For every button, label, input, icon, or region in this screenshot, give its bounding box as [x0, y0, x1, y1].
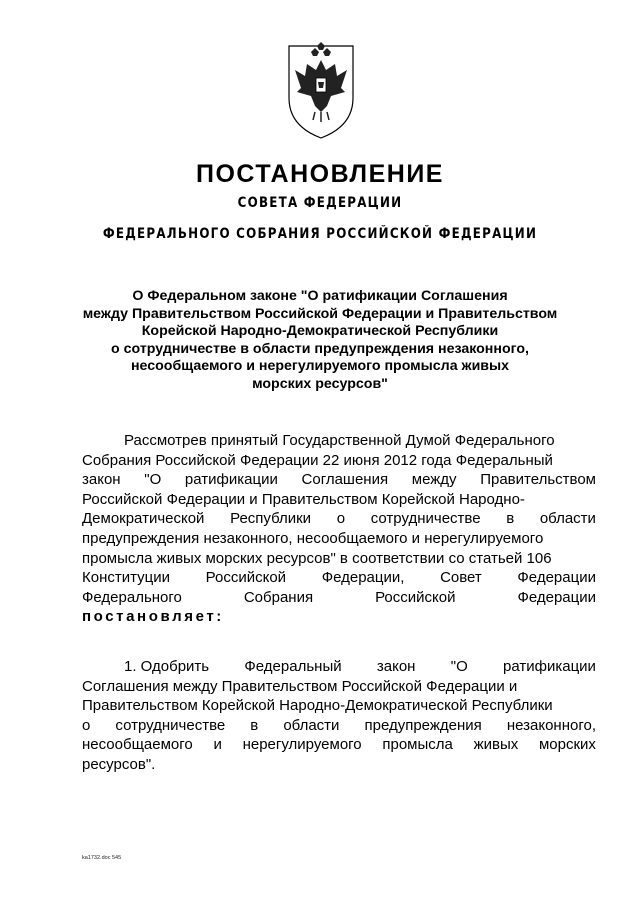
- text-word: предупреждения: [364, 716, 482, 734]
- text-word: Правительством Корейской Народно-Демократической Республики: [82, 697, 553, 715]
- document-type-title: ПОСТАНОВЛЕНИЕ: [196, 160, 444, 188]
- footer-file-code: ka1732.doc 545: [82, 855, 122, 861]
- text-word: Федерального: [82, 588, 182, 606]
- subject-line: несообщаемого и нерегулируемого промысла живых: [130, 358, 510, 374]
- text-line: [82, 451, 596, 471]
- text-word: области: [283, 716, 340, 734]
- text-word: в: [506, 510, 515, 528]
- text-word: Российской: [375, 588, 456, 606]
- text-line: [82, 696, 596, 716]
- text-word: Рассмотрев принятый Государственной Думой Федерального: [124, 432, 555, 449]
- text-word: Правительством: [480, 471, 596, 489]
- text-line: [82, 509, 596, 529]
- text-word: Собрания Российской Федерации 22 июня 2012 года Федеральный: [82, 451, 553, 469]
- text-word: "О: [144, 471, 162, 489]
- text-word: Совет: [440, 569, 482, 587]
- text-word: закон: [82, 471, 121, 489]
- subject-line: между Правительством Российской Федерации и Правительством: [82, 305, 558, 322]
- text-word: Российской: [205, 569, 287, 587]
- issuer-line-2: ФЕДЕРАЛЬНОГО СОБРАНИЯ РОССИЙСКОЙ ФЕДЕРАЦИИ: [102, 226, 538, 242]
- text-word: ратификации: [184, 471, 278, 489]
- subject-line: морских ресурсов": [252, 375, 388, 392]
- text-word: 1. Одобрить: [124, 658, 210, 675]
- text-word: сотрудничестве: [115, 716, 226, 734]
- text-word: Российской Федерации и Правительством Корейской Народно-: [82, 490, 525, 508]
- text-word: области: [539, 510, 596, 528]
- subject-line: О Федеральном законе "О ратификации Соглашения: [132, 288, 508, 304]
- text-word: нерегулируемого: [242, 736, 362, 754]
- text-word: о: [82, 716, 91, 734]
- text-word: в: [250, 716, 259, 734]
- text-line: [82, 677, 596, 697]
- text-line: [82, 657, 596, 677]
- item-1-paragraph: [82, 657, 596, 775]
- text-word: ратификации: [503, 658, 596, 675]
- text-word: о: [336, 510, 346, 528]
- text-word: Соглашения между Правительством Российской Федерации и: [82, 677, 518, 695]
- text-word: промысла: [382, 736, 453, 754]
- text-word: и: [213, 736, 222, 754]
- coat-of-arms-emblem: [285, 40, 357, 140]
- text-line: [82, 735, 596, 755]
- text-word: Федерации,: [321, 569, 405, 587]
- text-line: [82, 431, 596, 451]
- text-word: Соглашения: [301, 471, 389, 489]
- text-word: Федерации: [517, 588, 596, 606]
- text-word: сотрудничестве: [370, 510, 481, 528]
- text-word: Федеральный: [244, 658, 342, 675]
- preamble-paragraph: [82, 431, 596, 627]
- text-line: [82, 529, 596, 549]
- text-word: Республики: [230, 510, 312, 528]
- decision-word: постановляет:: [82, 608, 224, 626]
- text-line: [82, 588, 596, 608]
- text-line: [82, 716, 596, 736]
- text-word: закон: [376, 658, 416, 675]
- text-word: несообщаемого: [82, 736, 193, 754]
- text-line: [82, 607, 596, 627]
- text-word: незаконного,: [506, 716, 596, 734]
- text-word: предупреждения незаконного, несообщаемого и нерегулируемого: [82, 529, 544, 547]
- subject-line: о сотрудничестве в области предупреждения незаконного,: [111, 340, 529, 357]
- text-word: между: [411, 471, 457, 489]
- text-word: Федерации: [517, 569, 596, 587]
- document-subject: [50, 288, 590, 393]
- text-word: "О: [450, 658, 468, 675]
- text-word: Демократической: [82, 510, 205, 528]
- text-line: [82, 549, 596, 569]
- text-word: Конституции: [82, 569, 171, 587]
- text-line: [82, 755, 596, 775]
- text-line: [82, 568, 596, 588]
- text-line: [82, 490, 596, 510]
- text-word: Собрания: [243, 588, 314, 606]
- text-word: промысла живых морских ресурсов" в соответствии со статьей 106: [82, 549, 552, 567]
- issuer-line-1: СОВЕТА ФЕДЕРАЦИИ: [237, 195, 403, 211]
- text-word: морских: [538, 736, 596, 754]
- text-line: [82, 470, 596, 490]
- text-word: живых: [473, 736, 519, 754]
- subject-line: Корейской Народно-Демократической Республики: [141, 323, 499, 339]
- text-word: ресурсов".: [82, 755, 156, 773]
